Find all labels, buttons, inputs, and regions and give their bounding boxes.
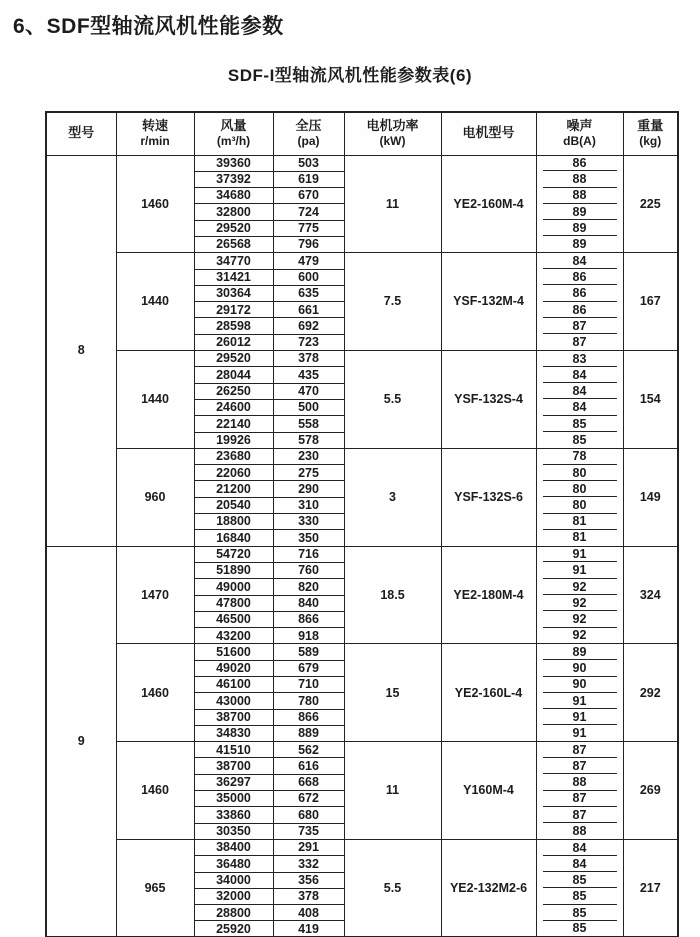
cell-airflow: 32000	[194, 888, 273, 904]
cell-pressure: 479	[273, 253, 344, 269]
cell-airflow: 36480	[194, 856, 273, 872]
cell-pressure: 716	[273, 546, 344, 562]
cell-airflow: 33860	[194, 807, 273, 823]
cell-airflow: 34830	[194, 725, 273, 741]
cell-model: 8	[46, 155, 116, 546]
cell-noise: 87	[536, 791, 623, 807]
cell-airflow: 16840	[194, 530, 273, 546]
column-header-pressure: 全压 (pa)	[273, 112, 344, 155]
cell-pressure: 332	[273, 856, 344, 872]
cell-noise: 85	[536, 905, 623, 921]
cell-airflow: 22140	[194, 416, 273, 432]
cell-noise: 91	[536, 725, 623, 741]
cell-pressure: 291	[273, 839, 344, 855]
cell-power: 3	[344, 448, 441, 546]
table-row	[46, 546, 678, 562]
cell-model: 9	[46, 546, 116, 937]
cell-power: 5.5	[344, 351, 441, 449]
table-row	[46, 253, 678, 269]
cell-airflow: 26012	[194, 334, 273, 350]
cell-noise: 84	[536, 383, 623, 399]
cell-airflow: 49020	[194, 660, 273, 676]
cell-pressure: 679	[273, 660, 344, 676]
cell-pressure: 578	[273, 432, 344, 448]
cell-noise: 84	[536, 399, 623, 415]
cell-pressure: 589	[273, 644, 344, 660]
cell-speed: 965	[116, 839, 194, 937]
cell-motor: YE2-132M2-6	[441, 839, 536, 937]
cell-airflow: 30350	[194, 823, 273, 839]
cell-airflow: 37392	[194, 171, 273, 187]
cell-power: 5.5	[344, 839, 441, 937]
cell-airflow: 29520	[194, 220, 273, 236]
cell-pressure: 724	[273, 204, 344, 220]
cell-airflow: 46100	[194, 677, 273, 693]
cell-weight: 167	[623, 253, 678, 351]
cell-speed: 1440	[116, 253, 194, 351]
cell-airflow: 26250	[194, 383, 273, 399]
cell-noise: 83	[536, 351, 623, 367]
cell-weight: 324	[623, 546, 678, 644]
cell-speed: 1460	[116, 644, 194, 742]
cell-motor: Y160M-4	[441, 742, 536, 840]
cell-pressure: 562	[273, 742, 344, 758]
cell-noise: 89	[536, 220, 623, 236]
cell-pressure: 500	[273, 399, 344, 415]
cell-pressure: 692	[273, 318, 344, 334]
cell-pressure: 378	[273, 888, 344, 904]
cell-pressure: 723	[273, 334, 344, 350]
cell-noise: 88	[536, 171, 623, 187]
cell-pressure: 735	[273, 823, 344, 839]
cell-noise: 85	[536, 921, 623, 937]
cell-pressure: 310	[273, 497, 344, 513]
cell-weight: 269	[623, 742, 678, 840]
cell-motor: YE2-160L-4	[441, 644, 536, 742]
cell-noise: 87	[536, 807, 623, 823]
cell-pressure: 668	[273, 774, 344, 790]
cell-pressure: 710	[273, 677, 344, 693]
cell-motor: YSF-132S-4	[441, 351, 536, 449]
cell-airflow: 29172	[194, 302, 273, 318]
cell-pressure: 672	[273, 791, 344, 807]
cell-pressure: 275	[273, 465, 344, 481]
cell-pressure: 889	[273, 725, 344, 741]
cell-speed: 1470	[116, 546, 194, 644]
table-row	[46, 839, 678, 855]
cell-pressure: 435	[273, 367, 344, 383]
table-row	[46, 644, 678, 660]
cell-noise: 78	[536, 448, 623, 464]
cell-noise: 84	[536, 253, 623, 269]
cell-speed: 1440	[116, 351, 194, 449]
cell-pressure: 330	[273, 514, 344, 530]
cell-pressure: 780	[273, 693, 344, 709]
cell-pressure: 796	[273, 236, 344, 252]
column-header-motor: 电机型号	[441, 112, 536, 155]
table-row	[46, 742, 678, 758]
cell-airflow: 34770	[194, 253, 273, 269]
cell-pressure: 635	[273, 285, 344, 301]
cell-pressure: 356	[273, 872, 344, 888]
cell-airflow: 43000	[194, 693, 273, 709]
cell-airflow: 54720	[194, 546, 273, 562]
cell-pressure: 670	[273, 188, 344, 204]
table-row	[46, 155, 678, 171]
cell-motor: YE2-180M-4	[441, 546, 536, 644]
cell-pressure: 775	[273, 220, 344, 236]
cell-weight: 225	[623, 155, 678, 253]
cell-pressure: 378	[273, 351, 344, 367]
cell-pressure: 619	[273, 171, 344, 187]
cell-noise: 91	[536, 693, 623, 709]
cell-airflow: 23680	[194, 448, 273, 464]
cell-noise: 86	[536, 155, 623, 171]
cell-pressure: 616	[273, 758, 344, 774]
cell-speed: 1460	[116, 155, 194, 253]
cell-airflow: 26568	[194, 236, 273, 252]
cell-airflow: 21200	[194, 481, 273, 497]
cell-noise: 89	[536, 204, 623, 220]
cell-pressure: 419	[273, 921, 344, 937]
cell-airflow: 49000	[194, 579, 273, 595]
cell-pressure: 680	[273, 807, 344, 823]
cell-speed: 1460	[116, 742, 194, 840]
cell-noise: 80	[536, 481, 623, 497]
cell-pressure: 820	[273, 579, 344, 595]
cell-airflow: 34680	[194, 188, 273, 204]
column-header-noise: 噪声 dB(A)	[536, 112, 623, 155]
cell-power: 11	[344, 155, 441, 253]
cell-pressure: 661	[273, 302, 344, 318]
cell-noise: 86	[536, 302, 623, 318]
cell-noise: 92	[536, 579, 623, 595]
cell-airflow: 39360	[194, 155, 273, 171]
cell-airflow: 51890	[194, 562, 273, 578]
cell-airflow: 31421	[194, 269, 273, 285]
cell-noise: 88	[536, 188, 623, 204]
cell-noise: 85	[536, 432, 623, 448]
cell-airflow: 38700	[194, 758, 273, 774]
cell-pressure: 866	[273, 611, 344, 627]
cell-motor: YSF-132S-6	[441, 448, 536, 546]
cell-noise: 91	[536, 709, 623, 725]
cell-airflow: 28044	[194, 367, 273, 383]
column-header-weight: 重量 (kg)	[623, 112, 678, 155]
cell-power: 11	[344, 742, 441, 840]
cell-pressure: 408	[273, 905, 344, 921]
cell-noise: 85	[536, 872, 623, 888]
cell-noise: 89	[536, 644, 623, 660]
page-title: 6、SDF型轴流风机性能参数	[13, 15, 284, 38]
cell-noise: 87	[536, 334, 623, 350]
cell-noise: 87	[536, 758, 623, 774]
cell-pressure: 470	[273, 383, 344, 399]
cell-pressure: 558	[273, 416, 344, 432]
table-title: SDF-I型轴流风机性能参数表(6)	[227, 66, 473, 85]
cell-pressure: 840	[273, 595, 344, 611]
cell-pressure: 600	[273, 269, 344, 285]
cell-weight: 154	[623, 351, 678, 449]
cell-airflow: 25920	[194, 921, 273, 937]
cell-airflow: 29520	[194, 351, 273, 367]
column-header-airflow: 风量 (m³/h)	[194, 112, 273, 155]
cell-power: 7.5	[344, 253, 441, 351]
cell-noise: 85	[536, 888, 623, 904]
cell-airflow: 51600	[194, 644, 273, 660]
column-header-speed: 转速 r/min	[116, 112, 194, 155]
cell-pressure: 290	[273, 481, 344, 497]
cell-airflow: 38400	[194, 839, 273, 855]
column-header-power: 电机功率 (kW)	[344, 112, 441, 155]
cell-noise: 87	[536, 318, 623, 334]
cell-noise: 91	[536, 546, 623, 562]
cell-airflow: 36297	[194, 774, 273, 790]
cell-noise: 81	[536, 530, 623, 546]
cell-noise: 92	[536, 595, 623, 611]
cell-noise: 84	[536, 839, 623, 855]
cell-noise: 85	[536, 416, 623, 432]
cell-noise: 80	[536, 497, 623, 513]
table-row	[46, 351, 678, 367]
table-header-row	[46, 112, 678, 155]
cell-power: 18.5	[344, 546, 441, 644]
cell-weight: 292	[623, 644, 678, 742]
cell-noise: 88	[536, 823, 623, 839]
cell-noise: 91	[536, 562, 623, 578]
cell-noise: 92	[536, 628, 623, 644]
cell-noise: 80	[536, 465, 623, 481]
cell-motor: YSF-132M-4	[441, 253, 536, 351]
fan-performance-table	[45, 111, 679, 937]
cell-airflow: 24600	[194, 399, 273, 415]
cell-airflow: 28598	[194, 318, 273, 334]
table-row	[46, 448, 678, 464]
cell-airflow: 19926	[194, 432, 273, 448]
cell-noise: 84	[536, 367, 623, 383]
cell-noise: 86	[536, 269, 623, 285]
cell-airflow: 30364	[194, 285, 273, 301]
cell-airflow: 32800	[194, 204, 273, 220]
column-header-model: 型号	[46, 112, 116, 155]
cell-noise: 86	[536, 285, 623, 301]
cell-noise: 90	[536, 677, 623, 693]
cell-airflow: 43200	[194, 628, 273, 644]
cell-airflow: 47800	[194, 595, 273, 611]
cell-airflow: 28800	[194, 905, 273, 921]
cell-noise: 81	[536, 514, 623, 530]
cell-noise: 89	[536, 236, 623, 252]
cell-airflow: 18800	[194, 514, 273, 530]
cell-airflow: 20540	[194, 497, 273, 513]
cell-weight: 149	[623, 448, 678, 546]
cell-motor: YE2-160M-4	[441, 155, 536, 253]
cell-airflow: 34000	[194, 872, 273, 888]
cell-noise: 88	[536, 774, 623, 790]
cell-pressure: 503	[273, 155, 344, 171]
cell-airflow: 22060	[194, 465, 273, 481]
cell-pressure: 918	[273, 628, 344, 644]
cell-noise: 87	[536, 742, 623, 758]
cell-speed: 960	[116, 448, 194, 546]
cell-pressure: 350	[273, 530, 344, 546]
cell-weight: 217	[623, 839, 678, 937]
cell-noise: 84	[536, 856, 623, 872]
cell-pressure: 230	[273, 448, 344, 464]
cell-airflow: 46500	[194, 611, 273, 627]
cell-pressure: 760	[273, 562, 344, 578]
cell-airflow: 35000	[194, 791, 273, 807]
cell-airflow: 41510	[194, 742, 273, 758]
cell-noise: 90	[536, 660, 623, 676]
cell-power: 15	[344, 644, 441, 742]
cell-pressure: 866	[273, 709, 344, 725]
cell-noise: 92	[536, 611, 623, 627]
cell-airflow: 38700	[194, 709, 273, 725]
